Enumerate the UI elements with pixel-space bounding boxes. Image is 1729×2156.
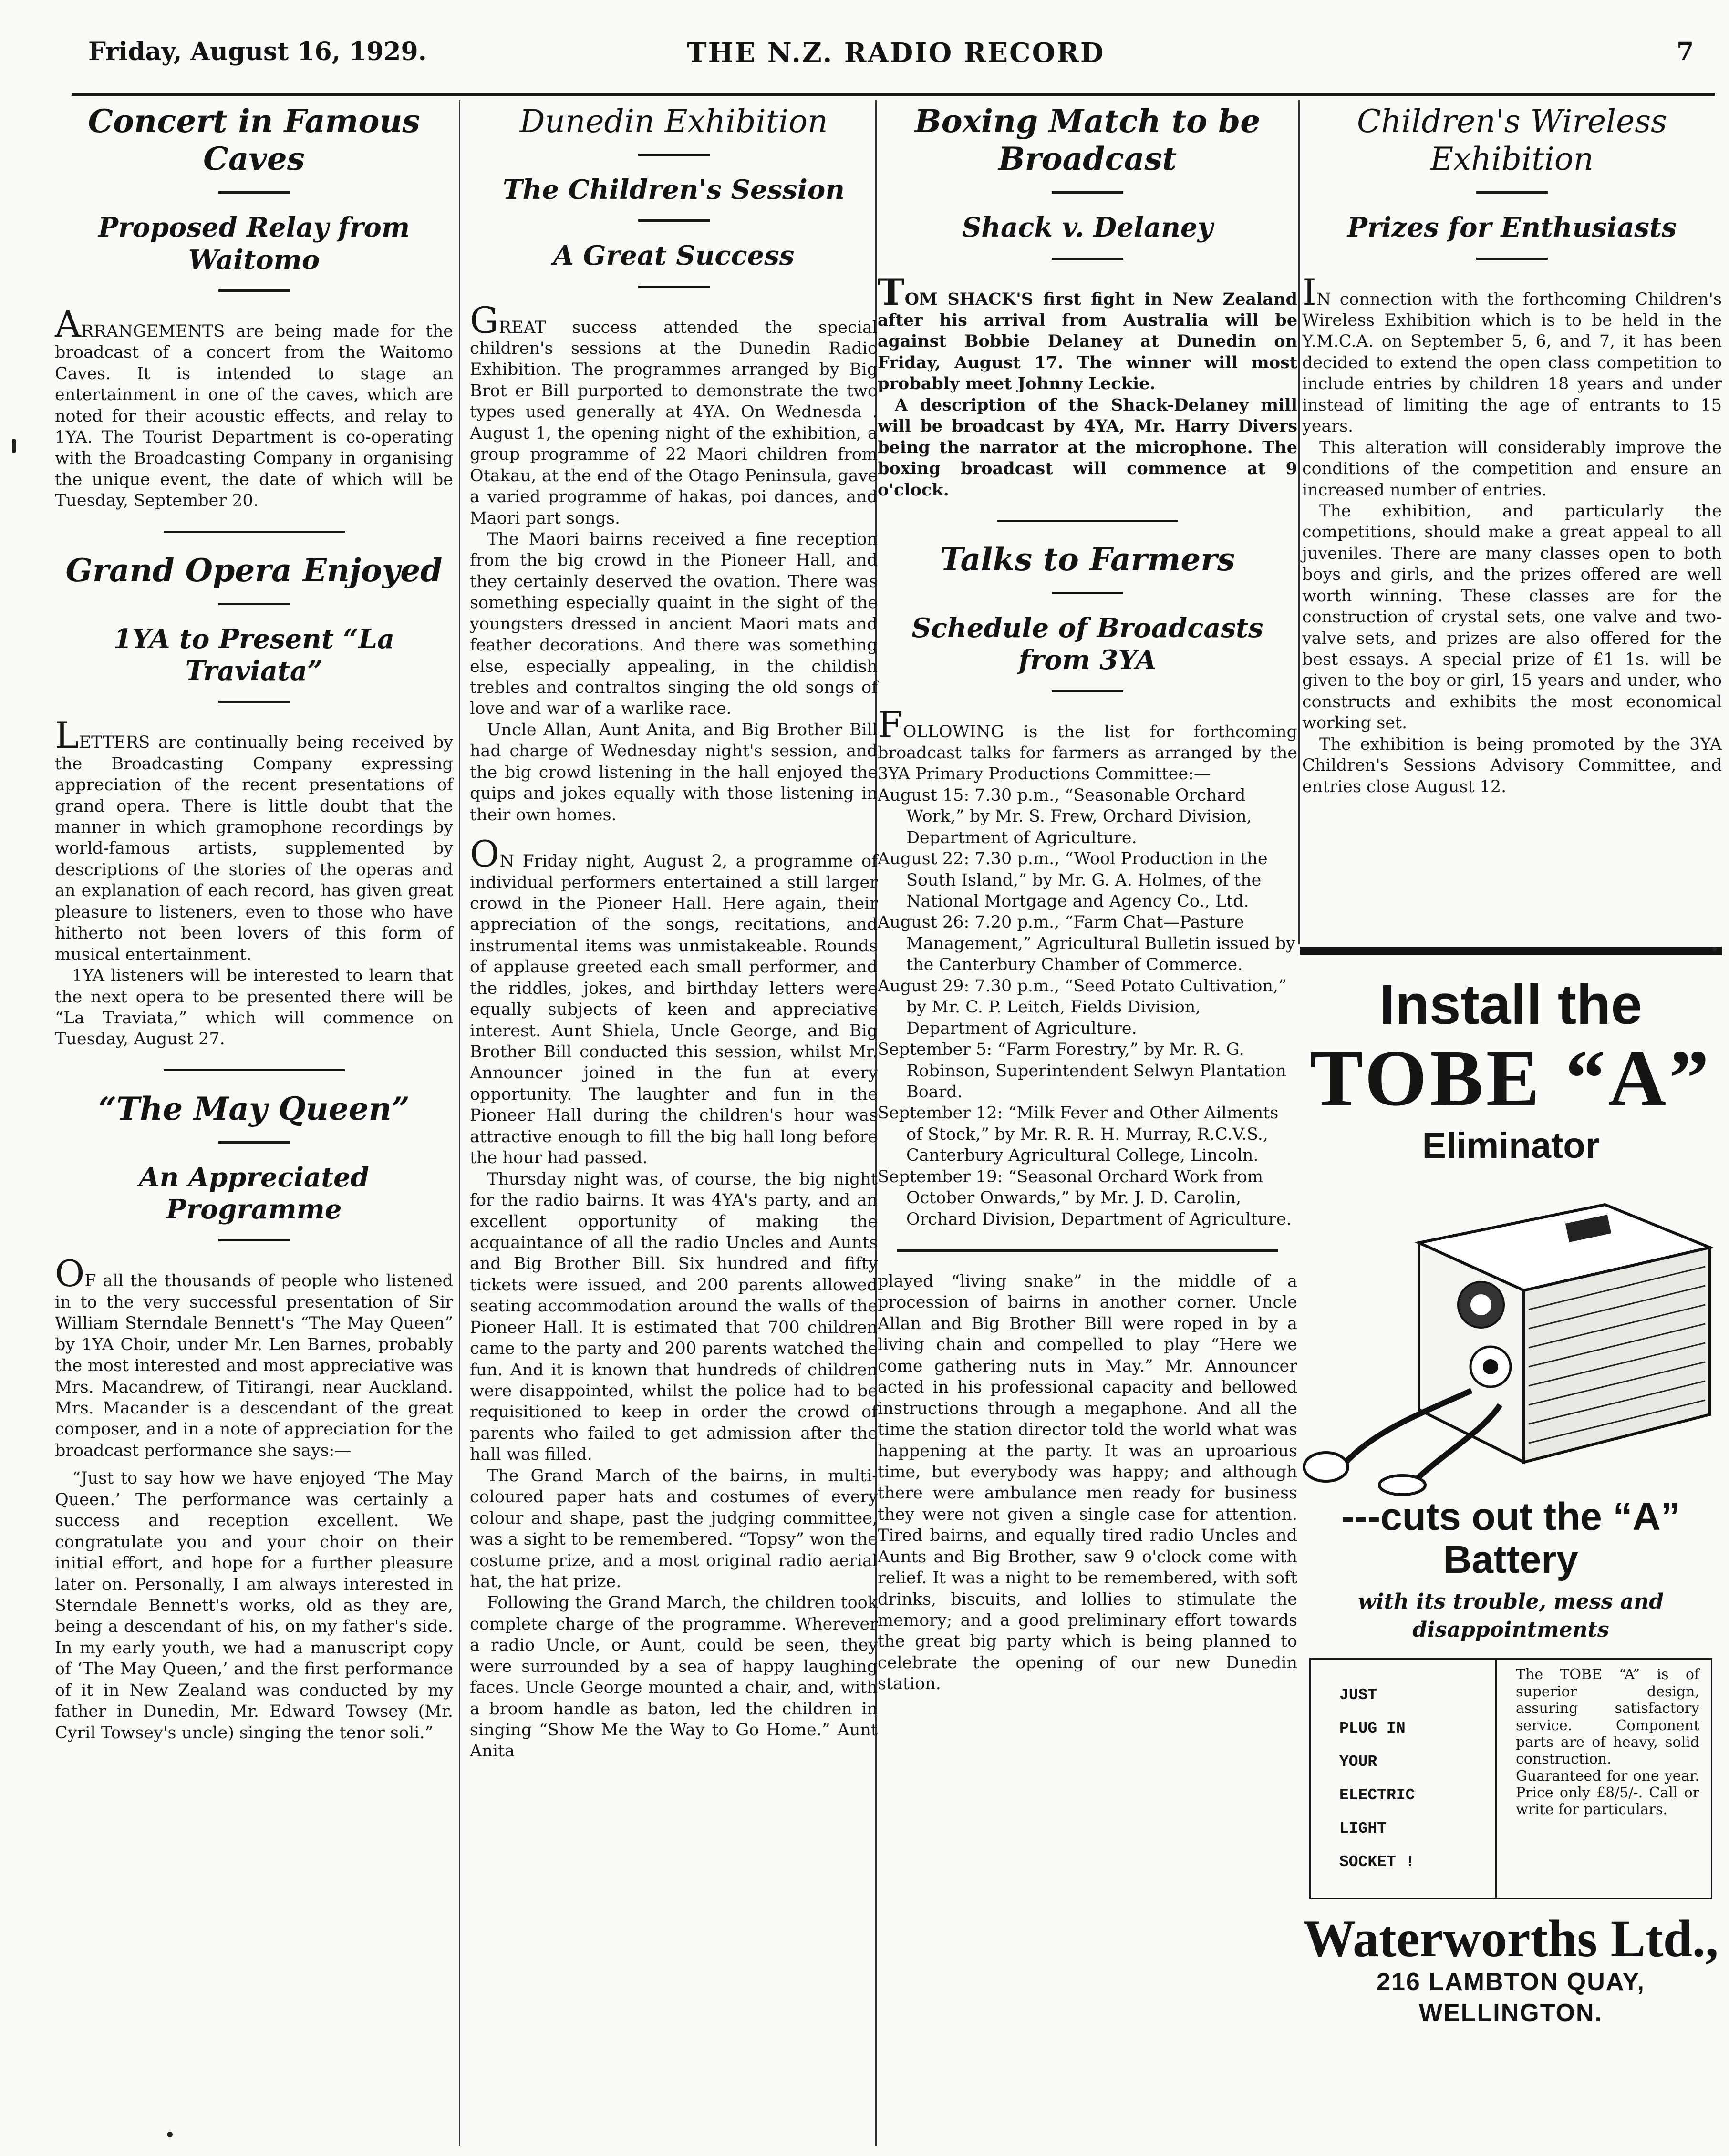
article-subheadline: Proposed Relay from Waitomo (98, 212, 410, 276)
ad-plug-line: ELECTRIC (1339, 1786, 1415, 1805)
page-number: 7 (1677, 37, 1694, 66)
article-body: TOM SHACK'S first fight in New Zealand after his arrival from Australia will be against Bobbie Delaney at Dunedin on Friday, August 17. The winner will most probably meet Johnny Leckie. (878, 270, 1297, 394)
eliminator-dial-center (1470, 1294, 1491, 1315)
article-body: The exhibition is being promoted by the 3YA Children's Sessions Advisory Committee, and entries close August 12. (1302, 734, 1722, 796)
ad-company: Waterworths Ltd., (1303, 1909, 1719, 1968)
column-3 (878, 103, 1297, 1695)
ad-border (1300, 947, 1722, 955)
plug (1379, 1475, 1425, 1495)
divider (218, 289, 290, 292)
article-body: The exhibition, and particularly the competitions, should make a great appeal to all juveniles. There are many classes open to both boys and girls, and the prizes offered are well worth winning. These classes are for the construction of crystal sets, one valve and two-valve sets, and prizes are also offered for the best essays. A special prize of £1 1s. will be given to the boy or girl, 15 years and under, who constructs and exhibits the most economical working set. (1302, 501, 1722, 733)
article-body: IN connection with the forthcoming Children's Wireless Exhibition which is to be held in the Y.M.C.A. on September 5, 6, and 7, it has been decided to extend the open class competition to include entries by children 18 years and under instead of limiting the age of entrants to 15 years. (1302, 270, 1722, 436)
article-subheadline: Prizes for Enthusiasts (1347, 212, 1677, 244)
article-separator (897, 1249, 1278, 1252)
article-body: Following the Grand March, the children took complete charge of the programme. Wherever a radio Uncle, or Aunt, could be seen, they were surrounded by a sea of happy laughing faces. Uncle George mounted a chair, and, with a broom handle as baton, led the children in singing “Show Me the Way to Go Home.” Aunt Anita (470, 1593, 878, 1761)
print-speck (1712, 947, 1717, 951)
article-subheadline: Schedule of Broadcasts from 3YA (911, 612, 1263, 676)
divider (638, 219, 710, 222)
article-body-continued: played “living snake” in the middle of a procession of bairns in another corner. Uncle Allan and Big Brother Bill were roped in by a living chain and compelled to play “Here we come gathering nuts in May.” Mr. Announcer acted in his professional capacity and bellowed instructions through a megaphone. And all the time the station director told the world what was happening at the party. It was an uproarious time, but everybody was happy; and although there were ambulance men ready for business they were not given a single case for attention. Tired bairns, and equally tired radio Uncles and Aunts and Big Brother, saw 9 o'clock come with relief. It was a night to be remembered, with soft drinks, biscuits, and lollies to stimulate the memory; and a good preliminary effort towards the great big party which is being planned to celebrate the opening of our new Dunedin station. (878, 1272, 1297, 1694)
drop-cap: O (470, 833, 500, 876)
issue-date: Friday, August 16, 1929. (88, 37, 427, 66)
article-headline: Grand Opera Enjoyed (65, 551, 443, 589)
ad-address: 216 LAMBTON QUAY, (1377, 1968, 1645, 1996)
drop-cap: L (55, 714, 79, 757)
article-subheadline: A Great Success (553, 240, 795, 272)
plug (1304, 1453, 1348, 1481)
article-subheadline: An Appreciated Programme (139, 1162, 369, 1226)
schedule-entry: August 22: 7.30 p.m., “Wool Production in the South Island,” by Mr. G. A. Holmes, of the National Mortgage and Agency Co., Ltd. (878, 849, 1268, 911)
ad-plug-line: LIGHT (1339, 1820, 1387, 1838)
divider (638, 154, 710, 156)
print-speck (12, 439, 16, 453)
ad-headline: Install the (1379, 973, 1642, 1036)
article-separator (997, 520, 1178, 522)
schedule-entry: September 19: “Seasonal Orchard Work from October Onwards,” by Mr. J. D. Carolin, Orchard Division, Department of Agriculture. (878, 1167, 1292, 1229)
article-body: The Grand March of the bairns, in multi-coloured paper hats and costumes of every colour and shape, past the judging committee, was a sight to be remembered. “Topsy” won the costume prize, and a most original radio aerial hat, the hat prize. (470, 1466, 878, 1591)
divider (218, 603, 290, 605)
article-body: ON Friday night, August 2, a programme of individual performers entertained a still larger crowd in the Pioneer Hall. Here again, their appreciation of the songs, recitations, and instrumental items was unmistakeable. Rounds of applause greeted each small performer, and the riddles, jokes, and birthday letters were equally subjects of keen and appreciative interest. Aunt Shiela, Uncle George, and Big Brother Bill conducted this session, whilst Mr. Announcer joined in the fun at every opportunity. The laughter and fun in the Pioneer Hall during the children's hour was attractive enough to fill the big hall long before the hour had passed. (470, 833, 878, 1168)
divider (1052, 592, 1123, 594)
ad-tagline-sub: with its trouble, mess and disappointments (1358, 1589, 1664, 1642)
divider (1052, 690, 1123, 692)
schedule-entry: August 15: 7.30 p.m., “Seasonable Orchard Work,” by Mr. S. Frew, Orchard Division, Department of Agriculture. (878, 785, 1252, 847)
article-headline: Concert in Famous Caves (88, 103, 420, 178)
ad-info-box (1309, 1658, 1712, 1899)
divider (218, 191, 290, 194)
article-headline: “The May Queen” (98, 1090, 410, 1127)
article-body: “Just to say how we have enjoyed ‘The May Queen.’ The performance was certainly a success and reception excellent. We congratulate you and your choir on their initial effort, and hope for a further pleasure later on. Personally, I am always interested in Sterndale Bennett's works, old as they are, being a descendant of his, on my father's side. In my early youth, we had a manuscript copy of ‘The May Queen,’ and the first performance of it in New Zealand was conducted by my father in Dunedin, Mr. Edward Towsey (Mr. Cyril Towsey's uncle) singing the tenor soli.” (55, 1469, 453, 1743)
schedule-entry: September 5: “Farm Forestry,” by Mr. R. G. Robinson, Superintendent Selwyn Plantation Board. (878, 1040, 1286, 1102)
article-body: LETTERS are continually being received by the Broadcasting Company expressing appreciation of the recent presentations of grand opera. There is little doubt that the manner in which gramophone recordings by world-famous artists, supplemented by descriptions of the stories of the operas and an explanation of each record, has given great pleasure to listeners, even to those who have hitherto not been lovers of this form of musical entertainment. (55, 714, 453, 964)
drop-cap: I (1302, 270, 1317, 313)
article-headline: Dunedin Exhibition (519, 103, 828, 140)
ad-plug-line: JUST (1339, 1686, 1377, 1704)
article-body: Uncle Allan, Aunt Anita, and Big Brother Bill had charge of Wednesday night's session, and the big crowd listening in the hall enjoyed the quips and jokes equally with those listening in their own homes. (470, 720, 878, 825)
divider (218, 1141, 290, 1144)
article-body: This alteration will considerably improve the conditions of the competition and ensure an increased number of entries. (1302, 438, 1722, 500)
ad-description: The TOBE “A” is of superior design, assuring satisfactory service. Component parts are of heavy, solid construction. Guaranteed for one year. Price only £8/5/-. Call or write for particulars. (1516, 1666, 1699, 1818)
article-body: OF all the thousands of people who listened in to the very successful presentation of Sir William Sterndale Bennett's “The May Queen” by 1YA Choir, under Mr. Len Barnes, probably the most interested and most appreciative was Mrs. Macandrew, of Titirangi, near Auckland. Mrs. Macander is a descendant of the great composer, and in a note of appreciation for the broadcast performance she says:— (55, 1252, 453, 1460)
divider (1476, 191, 1548, 194)
ad-tagline: ---cuts out the “A” (1341, 1495, 1680, 1539)
broadcast-schedule (878, 785, 1297, 1230)
article-body: Thursday night was, of course, the big night for the radio bairns. It was 4YA's party, and an excellent opportunity of making the acquaintance of all the radio Uncles and Aunts and Big Brother Bill. Six hundred and fifty tickets were issued, and 200 parents allowed seating accommodation around the walls of the Pioneer Hall. It is estimated that 700 children came to the party and 200 parents watched the fun. And it is known that hundreds of children were disappointed, whilst the police had to be requisitioned to keep in order the crowd of parents who failed to get admission after the hall was filled. (470, 1169, 878, 1465)
article-body: ARRANGEMENTS are being made for the broadcast of a concert from the Waitomo Caves. It is intended to stage an entertainment in one of the caves, which are noted for their acoustic effects, and relay to 1YA. The Tourist Department is co-operating with the Broadcasting Company in organising the unique event, the date of which will be Tuesday, September 20. (55, 302, 453, 511)
article-body: The Maori bairns received a fine reception from the big crowd in the Pioneer Hall, and they certainly deserved the ovation. There was something especially quaint in the sight of the youngsters dressed in ancient Maori mats and feather decorations. And there was something else, especially appealing, in the childish trebles and contraltos singing the old songs of love and war of a warlike race. (470, 529, 878, 719)
article-separator (164, 531, 345, 533)
article-headline: Boxing Match to be Broadcast (914, 103, 1261, 178)
publication-title: THE N.Z. RADIO RECORD (687, 37, 1105, 69)
ad-plug-instructions (1311, 1660, 1497, 1898)
advertisement (1300, 947, 1722, 2027)
column-1 (55, 103, 453, 1743)
drop-cap: O (55, 1252, 85, 1295)
article-body: 1YA listeners will be interested to learn that the next opera to be presented there will be “La Traviata,” which will commence on Tuesday, August 27. (55, 966, 453, 1049)
column-2 (470, 103, 878, 1762)
column-4 (1302, 103, 1722, 797)
divider (638, 286, 710, 288)
drop-cap: G (470, 299, 499, 341)
ad-plug-line: YOUR (1339, 1753, 1377, 1771)
article-subheadline: The Children's Session (503, 174, 845, 206)
divider (1052, 191, 1123, 194)
drop-cap: T (878, 270, 905, 313)
drop-cap: F (878, 703, 903, 746)
divider (1052, 258, 1123, 260)
article-body: A description of the Shack-Delaney mill will be broadcast by 4YA, Mr. Harry Divers being the narrator at the microphone. The boxing broadcast will commence at 9 o'clock. (878, 395, 1297, 500)
schedule-entry: September 12: “Milk Fever and Other Ailments of Stock,” by Mr. R. R. H. Murray, R.C.V.S., Canterbury Agricultural College, Lincoln. (878, 1104, 1279, 1166)
print-speck (167, 2132, 173, 2137)
article-headline: Talks to Farmers (940, 540, 1235, 578)
ad-product-name: TOBE “A” (1309, 1033, 1712, 1123)
ad-product-type: Eliminator (1422, 1125, 1600, 1166)
divider (1476, 258, 1548, 260)
ad-illustration (1300, 1166, 1722, 1496)
eliminator-illustration (1300, 1166, 1722, 1496)
article-headline: Children's Wireless Exhibition (1357, 103, 1667, 178)
article-body: GREAT success attended the special children's sessions at the Dunedin Radio Exhibition. The programmes arranged by Big Brot er Bill purported to demonstrate the two types used generally at 4YA. On Wednesda . August 1, the opening night of the exhibition, a group programme of 22 Maori children from Otakau, at the end of the Otago Peninsula, gave a varied programme of hakas, poi dances, and Maori part songs. (470, 299, 878, 528)
divider (218, 1239, 290, 1241)
ad-tagline: Battery (1443, 1538, 1578, 1582)
article-subheadline: 1YA to Present “La Traviata” (113, 623, 395, 687)
divider (218, 701, 290, 703)
column-divider (459, 100, 460, 2146)
eliminator-socket-center (1483, 1359, 1498, 1374)
schedule-entry: August 29: 7.30 p.m., “Seed Potato Cultivation,” by Mr. C. P. Leitch, Fields Division, Department of Agriculture. (878, 976, 1287, 1038)
header-rule (72, 93, 1715, 96)
ad-plug-line: PLUG IN (1339, 1720, 1406, 1738)
schedule-entry: August 26: 7.20 p.m., “Farm Chat—Pasture Management,” Agricultural Bulletin issued by the Canterbury Chamber of Commerce. (878, 913, 1295, 975)
ad-plug-line: SOCKET ! (1339, 1853, 1415, 1871)
article-subheadline: Shack v. Delaney (962, 212, 1213, 244)
article-separator (164, 1069, 345, 1071)
article-body: FOLLOWING is the list for forthcoming broadcast talks for farmers as arranged by the 3YA Primary Productions Committee:— (878, 703, 1297, 784)
column-divider (1298, 100, 1300, 944)
ad-address: WELLINGTON. (1418, 1999, 1603, 2027)
drop-cap: A (55, 302, 81, 345)
